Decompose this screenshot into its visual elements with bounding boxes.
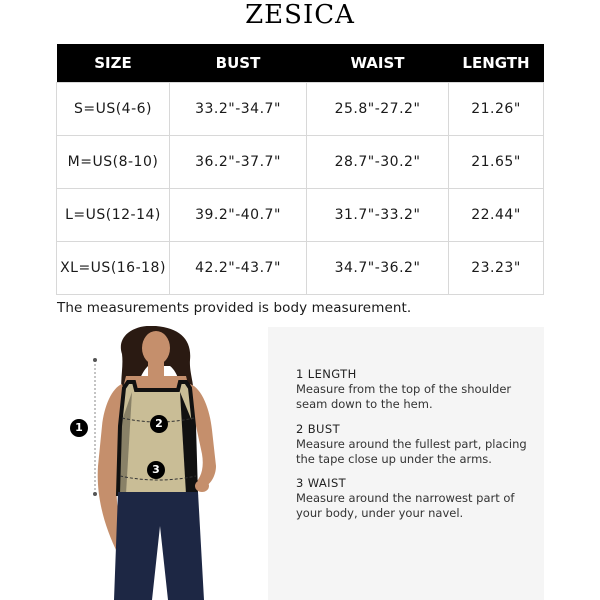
bust-title: 2 BUST <box>296 422 341 436</box>
header-length: LENGTH <box>449 44 544 82</box>
model-illustration <box>56 326 276 600</box>
pants-shape <box>114 492 204 600</box>
cell-waist: 34.7"-36.2" <box>307 241 449 294</box>
marker-3: 3 <box>147 461 165 479</box>
cell-length: 23.23" <box>449 241 544 294</box>
table-row <box>57 241 544 294</box>
cell-bust: 36.2"-37.7" <box>170 135 307 188</box>
cell-size: L=US(12-14) <box>57 188 170 241</box>
cell-length: 21.65" <box>449 135 544 188</box>
cell-length: 22.44" <box>449 188 544 241</box>
cell-size: S=US(4-6) <box>57 82 170 135</box>
bust-instruction <box>296 422 536 467</box>
cell-bust: 33.2"-34.7" <box>170 82 307 135</box>
table-header-row <box>57 44 544 82</box>
bust-desc-line: Measure around the fullest part, placing <box>296 437 527 451</box>
waist-desc-line: your body, under your navel. <box>296 506 464 520</box>
cell-waist: 28.7"-30.2" <box>307 135 449 188</box>
measurement-note: The measurements provided is body measurement. <box>57 300 412 316</box>
header-bust: BUST <box>170 44 307 82</box>
cell-bust: 42.2"-43.7" <box>170 241 307 294</box>
header-size: SIZE <box>57 44 170 82</box>
length-desc-line: Measure from the top of the shoulder <box>296 382 512 396</box>
cell-size: XL=US(16-18) <box>57 241 170 294</box>
cell-bust: 39.2"-40.7" <box>170 188 307 241</box>
table-row <box>57 135 544 188</box>
size-chart-table <box>56 44 544 295</box>
model-figure <box>56 326 276 600</box>
waist-desc-line: Measure around the narrowest part of <box>296 491 515 505</box>
cell-length: 21.26" <box>449 82 544 135</box>
length-title: 1 LENGTH <box>296 367 357 381</box>
waist-instruction <box>296 476 536 521</box>
table-row <box>57 82 544 135</box>
waist-title: 3 WAIST <box>296 476 347 490</box>
cell-size: M=US(8-10) <box>57 135 170 188</box>
length-desc-line: seam down to the hem. <box>296 397 433 411</box>
cell-waist: 31.7"-33.2" <box>307 188 449 241</box>
measurement-guide-panel <box>268 327 544 600</box>
header-waist: WAIST <box>307 44 449 82</box>
marker-2: 2 <box>150 415 168 433</box>
bust-desc-line: the tape close up under the arms. <box>296 452 492 466</box>
brand-logo: ZESICA <box>245 0 355 30</box>
cell-waist: 25.8"-27.2" <box>307 82 449 135</box>
table-row <box>57 188 544 241</box>
marker-1: 1 <box>70 419 88 437</box>
length-instruction <box>296 367 536 412</box>
